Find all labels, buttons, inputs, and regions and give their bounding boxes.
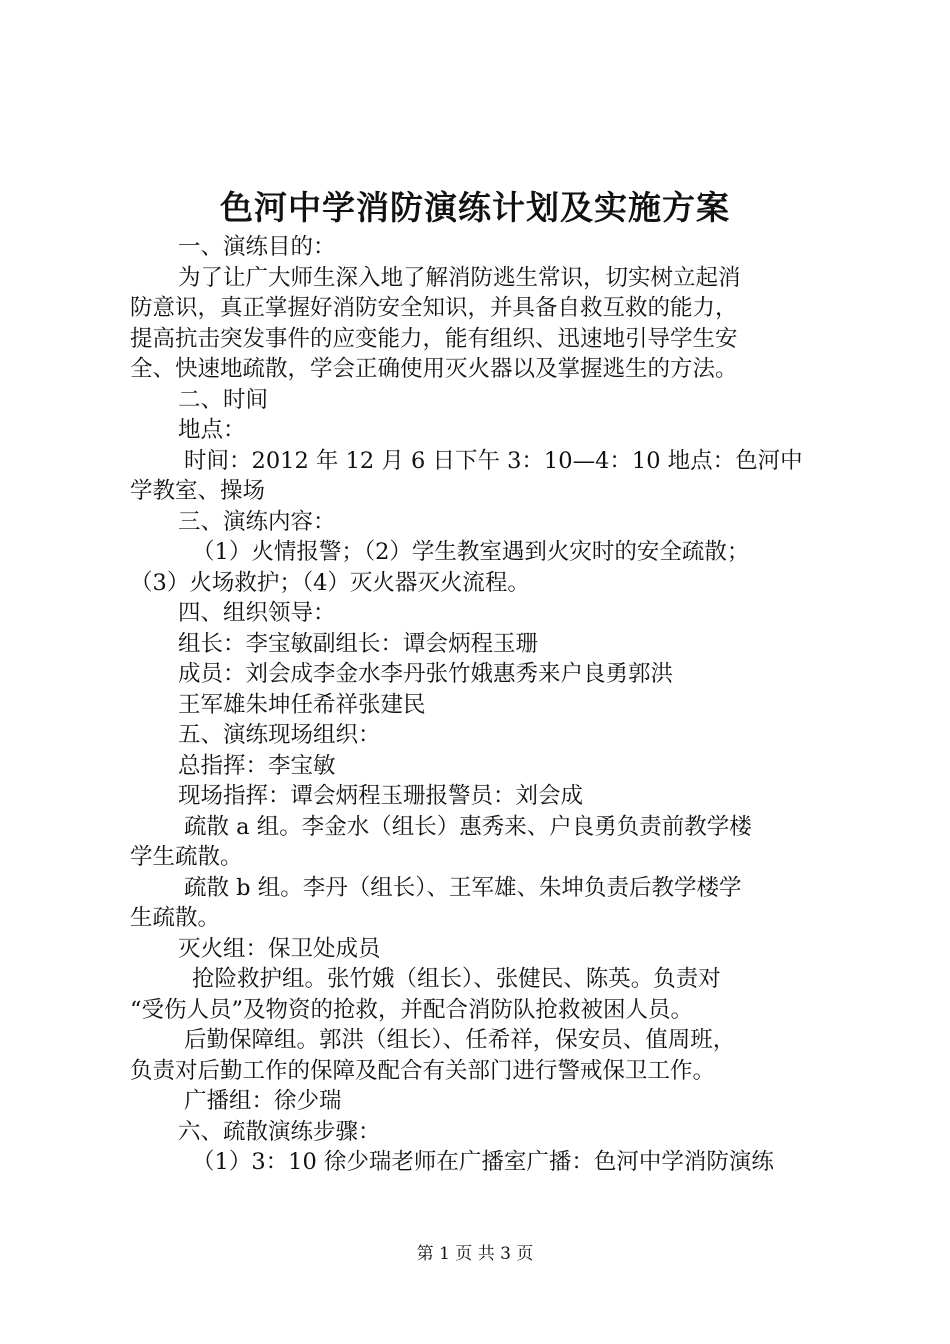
paragraph-line: 灭火组：保卫处成员 — [178, 935, 381, 962]
paragraph-line: 防意识，真正掌握好消防安全知识，并具备自救互救的能力， — [130, 295, 738, 321]
paragraph-line: 疏散 b 组。李丹（组长）、王军雄、朱坤负责后教学楼学 — [184, 874, 742, 901]
section-heading-purpose: 一、演练目的： — [178, 234, 336, 260]
paragraph-line: 提高抗击突发事件的应变能力，能有组织、迅速地引导学生安 — [130, 325, 738, 352]
paragraph-line: 总指挥：李宝敏 — [178, 752, 336, 779]
paragraph-line: 为了让广大师生深入地了解消防逃生常识，切实树立起消 — [178, 264, 741, 291]
paragraph-line: 抢险救护组。张竹娥（组长）、张健民、陈英。负责对 — [192, 966, 721, 992]
paragraph-line: 广播组：徐少瑞 — [184, 1088, 342, 1114]
paragraph-line: 现场指挥：谭会炳程玉珊报警员：刘会成 — [178, 783, 584, 809]
paragraph-line: （1）3：10 徐少瑞老师在广播室广播：色河中学消防演练 — [192, 1149, 774, 1175]
paragraph-line: 疏散 a 组。李金水（组长）惠秀来、户良勇负责前教学楼 — [184, 813, 752, 840]
paragraph-line: 王军雄朱坤任希祥张建民 — [178, 691, 426, 718]
paragraph-line: 时间：2012 年 12 月 6 日下午 3：10—4：10 地点：色河中 — [184, 447, 803, 474]
paragraph-line: （1）火情报警；（2）学生教室遇到火灾时的安全疏散； — [192, 539, 750, 565]
paragraph-line: 地点： — [178, 417, 246, 443]
section-heading-content: 三、演练内容： — [178, 508, 336, 535]
section-heading-time: 二、时间 — [178, 386, 269, 413]
document-title: 色河中学消防演练计划及实施方案 — [220, 188, 730, 227]
paragraph-line: “受伤人员”及物资的抢救，并配合消防队抢救被困人员。 — [130, 996, 694, 1023]
paragraph-line: 生疏散。 — [130, 905, 221, 931]
section-heading-leadership: 四、组织领导： — [178, 600, 336, 626]
page-footer: 第 1 页 共 3 页 — [416, 1244, 534, 1264]
section-heading-evacuation-steps: 六、疏散演练步骤： — [178, 1118, 381, 1145]
paragraph-line: 全、快速地疏散，学会正确使用灭火器以及掌握逃生的方法。 — [130, 356, 738, 382]
paragraph-line: （3）火场救护；（4）灭火器灭火流程。 — [130, 569, 530, 596]
paragraph-line: 后勤保障组。郭洪（组长）、任希祥，保安员、值周班， — [184, 1027, 736, 1053]
paragraph-line: 负责对后勤工作的保障及配合有关部门进行警戒保卫工作。 — [130, 1057, 716, 1084]
document-body — [130, 232, 835, 1178]
paragraph-line: 组长：李宝敏副组长：谭会炳程玉珊 — [178, 630, 539, 657]
paragraph-line: 学教室、操场 — [130, 478, 266, 504]
paragraph-line: 学生疏散。 — [130, 844, 243, 870]
paragraph-line: 成员：刘会成李金水李丹张竹娥惠秀来户良勇郭洪 — [178, 661, 674, 687]
section-heading-site-organization: 五、演练现场组织： — [178, 722, 381, 748]
